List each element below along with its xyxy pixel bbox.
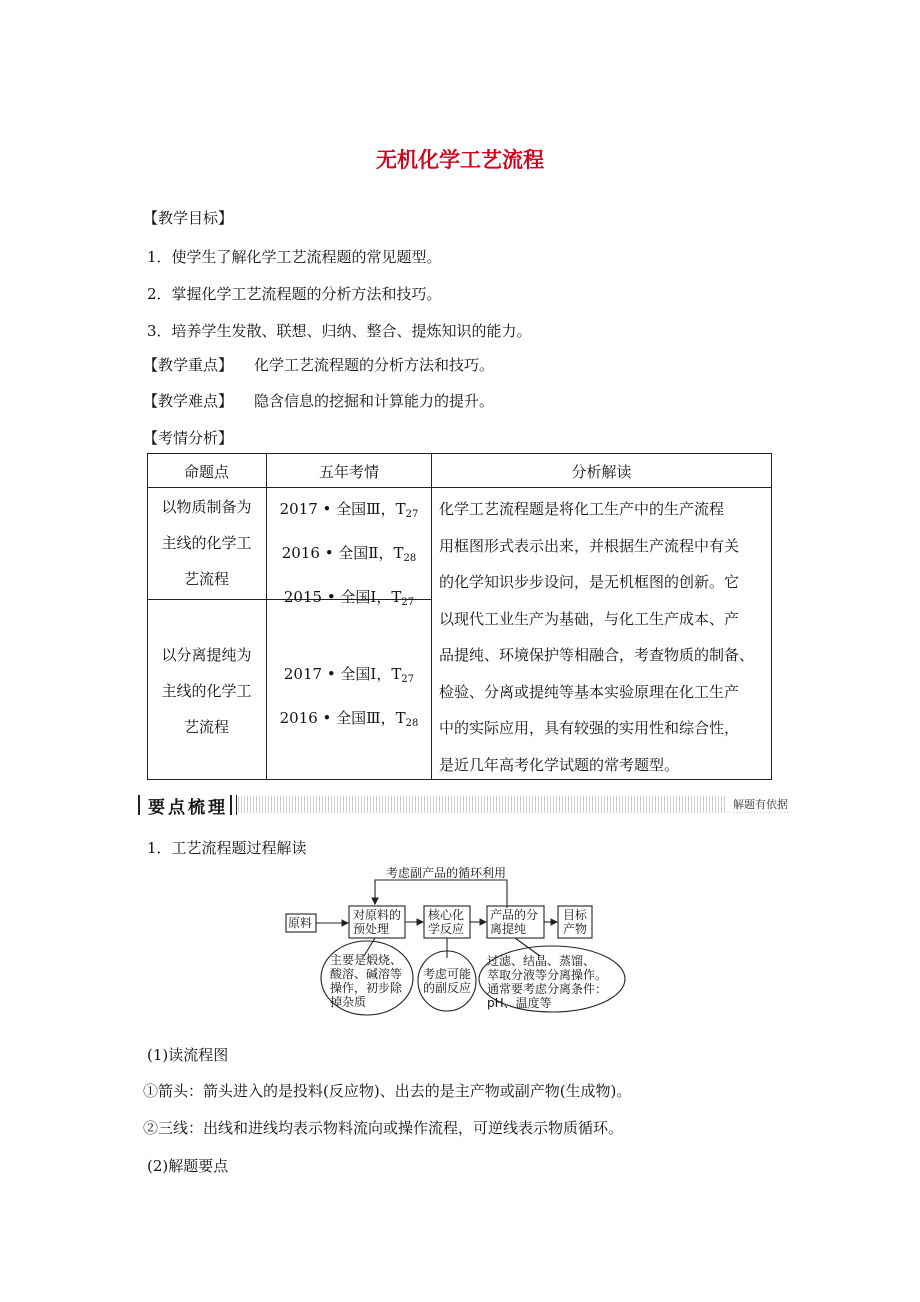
analysis-line: 是近几年高考化学试题的常考题型。 — [439, 755, 680, 774]
item-1-heading: 1．工艺流程题过程解读 — [147, 839, 307, 857]
pretreatment-note: 主要是煅烧、 酸溶、碱溶等 操作，初步除 掉杂质 — [330, 953, 403, 1009]
section-banner — [138, 793, 788, 817]
banner-divider — [230, 795, 237, 815]
banner-left-bar — [138, 795, 144, 815]
sub-heading-key-points: (2)解题要点 — [147, 1157, 229, 1175]
topic-line: 以分离提纯为 — [161, 646, 252, 664]
goal-item: 2．掌握化学工艺流程题的分析方法和技巧。 — [147, 285, 442, 303]
analysis-line: 用框图形式表示出来，并根据生产流程中有关 — [439, 536, 740, 555]
exam-entry: 2016 • 全国Ⅱ，$T_{28}$ — [281, 544, 417, 564]
table-row-topic — [147, 637, 266, 745]
recycle-label: 考虑副产品的循环利用 — [386, 866, 507, 880]
goal-item: 3．培养学生发散、联想、归纳、整合、提炼知识的能力。 — [147, 322, 532, 340]
arrow-explanation: ①箭头：箭头进入的是投料(反应物)、出去的是主产物或副产物(生成物)。 — [143, 1082, 632, 1100]
goals-heading: 【教学目标】 — [143, 209, 234, 227]
page-title: 无机化学工艺流程 — [376, 148, 544, 172]
analysis-line: 检验、分离或提纯等基本实验原理在化工生产 — [439, 682, 740, 701]
exam-entry: 2017 • 全国Ⅰ，$T_{27}$ — [283, 665, 415, 685]
topic-line: 主线的化学工 — [161, 682, 252, 700]
section-title: 要点梳理 — [148, 793, 234, 818]
table-header-topic: 命题点 — [183, 463, 229, 481]
side-reaction-note: 考虑可能 的副反应 — [423, 967, 472, 995]
raw-material-box: 原料 — [288, 916, 313, 930]
analysis-line: 中的实际应用，具有较强的实用性和综合性， — [439, 719, 740, 737]
separation-box: 产品的分 离提纯 — [490, 908, 539, 936]
separation-note: 过滤、结晶、蒸馏、 萃取分液等分离操作。 通常要考虑分离条件： pH、温度等 — [487, 954, 608, 1010]
key-point-label: 【教学重点】 — [143, 356, 234, 374]
banner-stripe — [238, 796, 788, 813]
goal-item: 1．使学生了解化学工艺流程题的常见题型。 — [147, 248, 442, 266]
exam-entry: 2015 • 全国Ⅰ，$T_{27}$ — [283, 588, 415, 608]
sub-heading-read-flow: (1)读流程图 — [147, 1046, 229, 1064]
core-reaction-box: 核心化 学反应 — [428, 908, 465, 936]
table-row-topic — [147, 489, 266, 597]
topic-line: 主线的化学工 — [161, 534, 252, 552]
topic-line: 艺流程 — [183, 718, 229, 736]
pretreatment-box: 对原料的 预处理 — [353, 908, 402, 936]
analysis-line: 的化学知识步步设问，是无机框图的创新。它 — [439, 573, 740, 591]
difficulty-label: 【教学难点】 — [143, 392, 234, 410]
exam-entry: 2016 • 全国Ⅲ，$T_{28}$ — [279, 709, 419, 729]
difficulty-text: 隐含信息的挖掘和计算能力的提升。 — [254, 392, 495, 410]
table-row-exams — [267, 655, 431, 743]
table-header-exams: 五年考情 — [318, 463, 379, 481]
analysis-line: 以现代工业生产为基础，与化工生产成本、产 — [439, 609, 740, 628]
table-analysis-text — [439, 491, 769, 783]
table-header-analysis: 分析解读 — [571, 463, 632, 481]
analysis-line: 化学工艺流程题是将化工生产中的生产流程 — [439, 500, 725, 518]
section-note: 解题有依据 — [727, 796, 788, 812]
analysis-line: 品提纯、环境保护等相融合，考查物质的制备、 — [439, 646, 755, 664]
exam-entry: 2017 • 全国Ⅲ，$T_{27}$ — [279, 500, 419, 520]
target-product-box: 目标 产物 — [563, 908, 588, 936]
table-row-exams — [267, 490, 431, 622]
analysis-heading: 【考情分析】 — [143, 429, 234, 447]
process-flow-diagram — [280, 860, 645, 1030]
exam-analysis-table — [147, 453, 772, 780]
topic-line: 艺流程 — [183, 570, 229, 588]
topic-line: 以物质制备为 — [161, 498, 252, 516]
three-lines-explanation: ②三线：出线和进线均表示物料流向或操作流程，可逆线表示物质循环。 — [143, 1119, 624, 1137]
key-point-text: 化学工艺流程题的分析方法和技巧。 — [254, 356, 495, 374]
